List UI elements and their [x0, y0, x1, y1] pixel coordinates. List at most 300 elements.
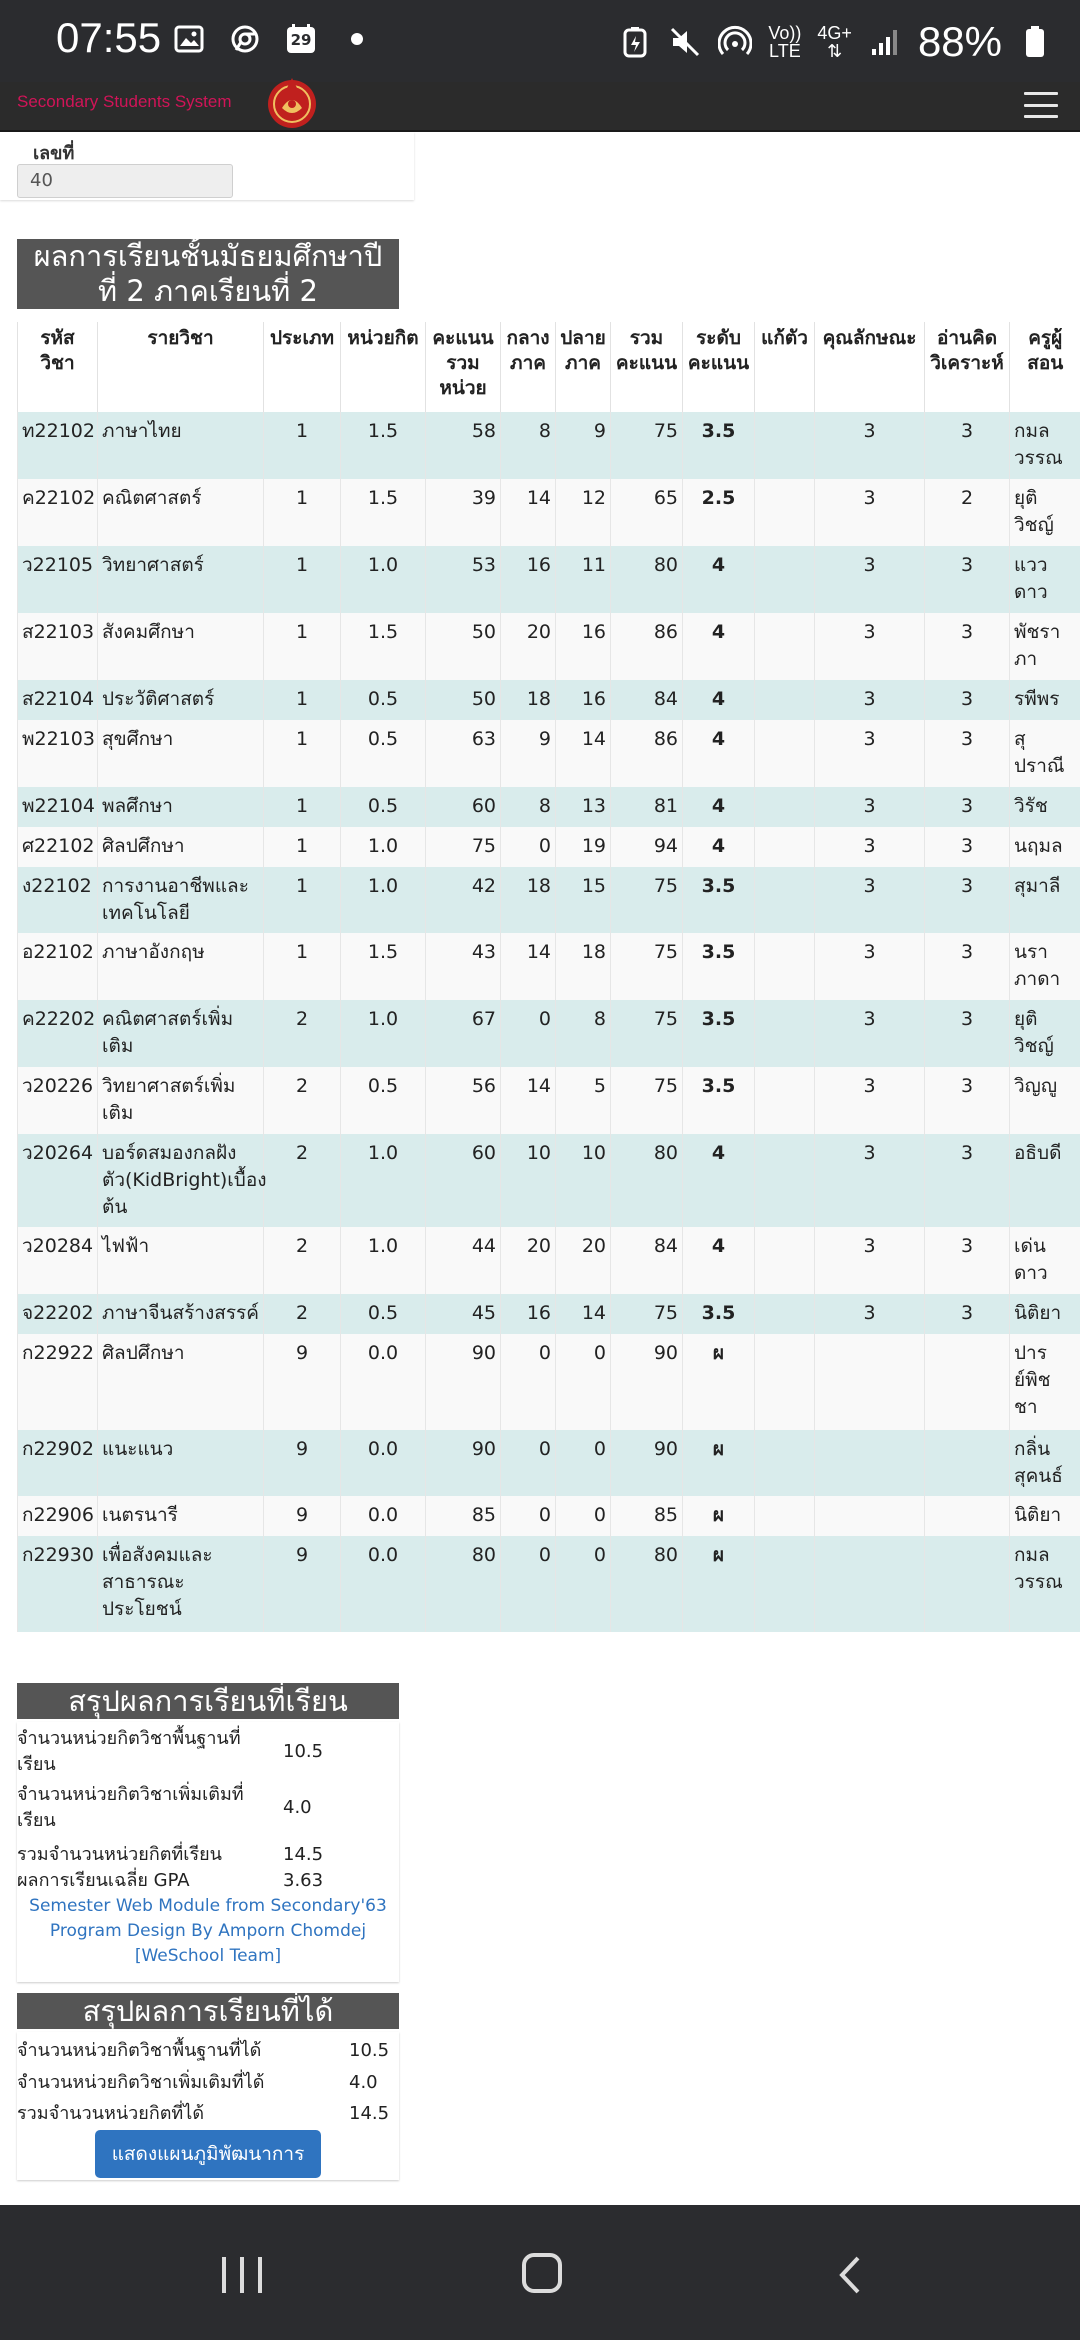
table-row	[18, 787, 1080, 827]
table-cell	[755, 867, 815, 933]
table-cell: 3.5	[683, 867, 755, 933]
table-cell: 86	[611, 720, 683, 787]
table-cell: วิทยาศาสตร์เพิ่ม เติม	[98, 1067, 264, 1134]
summary-value: 14.5	[349, 2103, 390, 2124]
clock: 07:55	[56, 14, 162, 61]
table-cell: ยุติ วิชญ์	[1010, 1000, 1080, 1067]
table-cell: 14	[501, 479, 556, 546]
summary-value: 3.63	[283, 1870, 324, 1891]
table-cell: 2	[264, 1227, 341, 1294]
table-cell: 90	[611, 1334, 683, 1430]
summary-label: ผลการเรียนเฉลี่ย GPA	[17, 1870, 190, 1891]
table-cell: 94	[611, 827, 683, 867]
table-cell: บอร์ดสมองกลฝัง ตัว(KidBright)เบื้อง ต้น	[98, 1134, 264, 1227]
table-cell: 1.0	[341, 1000, 426, 1067]
table-row	[18, 613, 1080, 680]
table-cell: 1.5	[341, 613, 426, 680]
table-cell: 20	[501, 1227, 556, 1294]
table-cell: 56	[426, 1067, 501, 1134]
student-number-field[interactable]: 40	[17, 164, 233, 198]
column-header: ประเภท	[264, 322, 341, 412]
table-cell: 90	[426, 1430, 501, 1496]
status-bar	[0, 0, 1080, 82]
table-cell: 58	[426, 412, 501, 479]
table-cell: ผ	[683, 1536, 755, 1632]
table-cell	[755, 613, 815, 680]
table-cell: 16	[556, 680, 611, 720]
table-cell: 42	[426, 867, 501, 933]
summary-label: จำนวนหน่วยกิตวิชาเพิ่มเติมที่เรียน	[17, 1784, 244, 1831]
table-cell: 65	[611, 479, 683, 546]
table-cell: วิญญู	[1010, 1067, 1080, 1134]
table-cell: 80	[611, 546, 683, 613]
table-cell	[755, 1134, 815, 1227]
table-cell: พ22103	[18, 720, 98, 787]
system-icons	[618, 18, 1052, 66]
table-cell: 2	[264, 1000, 341, 1067]
table-cell: 3	[815, 1000, 925, 1067]
table-cell: 3	[925, 867, 1010, 933]
table-cell: 3	[925, 1227, 1010, 1294]
summary-value: 4.0	[349, 2072, 378, 2093]
table-cell: สุขศึกษา	[98, 720, 264, 787]
table-cell: วิทยาศาสตร์	[98, 546, 264, 613]
table-cell: 3.5	[683, 412, 755, 479]
table-cell: อธิบดี	[1010, 1134, 1080, 1227]
table-cell: ท22102	[18, 412, 98, 479]
network-type: 4G+	[817, 23, 852, 43]
column-header: คะแนน รวม หน่วย	[426, 322, 501, 412]
column-header: คุณลักษณะ	[815, 322, 925, 412]
table-cell: 86	[611, 613, 683, 680]
table-cell: 3	[925, 933, 1010, 1000]
table-cell: ภาษาไทย	[98, 412, 264, 479]
table-row	[18, 1334, 1080, 1430]
summary-row-basic	[17, 1726, 399, 1778]
hamburger-icon[interactable]	[1024, 92, 1058, 118]
table-cell: 2	[264, 1067, 341, 1134]
table-cell: 3	[815, 867, 925, 933]
table-cell: 4	[683, 546, 755, 613]
column-header: อ่านคิด วิเคราะห์	[925, 322, 1010, 412]
table-cell: ผ	[683, 1334, 755, 1430]
system-nav-bar	[0, 2205, 1080, 2340]
table-cell: กมล วรรณ	[1010, 1536, 1080, 1632]
table-cell: สุมาลี	[1010, 867, 1080, 933]
table-cell: 0	[501, 1536, 556, 1632]
table-cell: 11	[556, 546, 611, 613]
table-cell	[755, 1496, 815, 1536]
table-cell: 2	[264, 1294, 341, 1334]
table-cell: 0	[556, 1430, 611, 1496]
table-cell: คณิตศาสตร์เพิ่ม เติม	[98, 1000, 264, 1067]
student-number-panel	[0, 132, 414, 200]
column-header: กลาง ภาค	[501, 322, 556, 412]
column-header: ครูผู้ สอน	[1010, 322, 1080, 412]
table-cell: ผ	[683, 1430, 755, 1496]
table-row	[18, 933, 1080, 1000]
table-cell: ว20264	[18, 1134, 98, 1227]
table-cell: 85	[611, 1496, 683, 1536]
table-cell: 3.5	[683, 1294, 755, 1334]
table-cell: 18	[556, 933, 611, 1000]
table-cell: 9	[501, 720, 556, 787]
table-cell: 20	[556, 1227, 611, 1294]
table-row	[18, 412, 1080, 479]
table-cell: 80	[611, 1134, 683, 1227]
table-cell: 75	[611, 1294, 683, 1334]
table-cell	[755, 479, 815, 546]
summary-earned-title: สรุปผลการเรียนที่ได้	[17, 1993, 399, 2029]
table-cell: การงานอาชีพและ เทคโนโลยี	[98, 867, 264, 933]
table-cell: 75	[611, 1067, 683, 1134]
table-cell: 85	[426, 1496, 501, 1536]
table-cell: 2	[264, 1134, 341, 1227]
table-cell: ภาษาอังกฤษ	[98, 933, 264, 1000]
calendar-icon	[284, 22, 318, 56]
table-cell: 1	[264, 787, 341, 827]
gallery-icon	[172, 22, 206, 56]
table-cell: 4	[683, 827, 755, 867]
table-row	[18, 827, 1080, 867]
summary-label: รวมจำนวนหน่วยกิตที่ได้	[17, 2103, 205, 2124]
table-row	[18, 1430, 1080, 1496]
table-cell: 3	[925, 412, 1010, 479]
table-cell: ประวัติศาสตร์	[98, 680, 264, 720]
table-cell: 4	[683, 787, 755, 827]
table-cell: พลศึกษา	[98, 787, 264, 827]
column-header: รายวิชา	[98, 322, 264, 412]
table-cell: 3	[925, 1134, 1010, 1227]
table-cell: 3	[815, 546, 925, 613]
table-cell: 3.5	[683, 933, 755, 1000]
table-cell: 1	[264, 720, 341, 787]
table-cell: 0.5	[341, 720, 426, 787]
table-cell: ไฟฟ้า	[98, 1227, 264, 1294]
table-cell: 67	[426, 1000, 501, 1067]
table-cell: 1	[264, 680, 341, 720]
table-cell: ง22102	[18, 867, 98, 933]
table-cell: 3	[815, 787, 925, 827]
summary-label: จำนวนหน่วยกิตวิชาพื้นฐานที่เรียน	[17, 1728, 241, 1775]
table-row	[18, 1227, 1080, 1294]
table-cell: 5	[556, 1067, 611, 1134]
table-cell: ส22104	[18, 680, 98, 720]
table-cell: 1.5	[341, 412, 426, 479]
table-cell: 8	[501, 787, 556, 827]
signal-icon	[868, 25, 902, 59]
table-cell: เนตรนารี	[98, 1496, 264, 1536]
back-icon[interactable]	[832, 2255, 868, 2291]
table-cell: 0	[501, 1334, 556, 1430]
table-cell: เพื่อสังคมและ สาธารณะ ประโยชน์	[98, 1536, 264, 1632]
table-cell: 3	[925, 1000, 1010, 1067]
summary-label: รวมจำนวนหน่วยกิตที่เรียน	[17, 1844, 222, 1865]
table-cell: 18	[501, 680, 556, 720]
table-cell: 3	[815, 479, 925, 546]
network-indicator	[817, 24, 852, 60]
table-cell: ก22906	[18, 1496, 98, 1536]
table-cell	[755, 412, 815, 479]
table-cell: 60	[426, 1134, 501, 1227]
table-cell	[755, 1430, 815, 1496]
table-cell: นิติยา	[1010, 1294, 1080, 1334]
credit-link[interactable]: Semester Web Module from Secondary'63 Program Design By Amporn Chomdej [WeSchool Team]	[29, 1896, 387, 1966]
table-cell: 3	[815, 720, 925, 787]
table-cell: 15	[556, 867, 611, 933]
column-header: รวม คะแนน	[611, 322, 683, 412]
table-cell: 84	[611, 680, 683, 720]
column-header: รหัส วิชา	[18, 322, 98, 412]
table-cell: 75	[611, 412, 683, 479]
chrome-icon	[228, 22, 262, 56]
hotspot-icon	[718, 25, 752, 59]
table-cell: นฤมล	[1010, 827, 1080, 867]
table-cell: 0.0	[341, 1536, 426, 1632]
show-development-chart-button[interactable]: แสดงแผนภูมิพัฒนาการ	[95, 2130, 321, 2178]
table-cell: เด่น ดาว	[1010, 1227, 1080, 1294]
summary-value: 14.5	[283, 1844, 324, 1865]
table-cell	[755, 1334, 815, 1430]
table-cell: 1.0	[341, 1227, 426, 1294]
table-cell: 4	[683, 720, 755, 787]
home-icon[interactable]	[522, 2253, 562, 2293]
table-cell: 3	[815, 1134, 925, 1227]
table-cell: 4	[683, 1227, 755, 1294]
table-cell: 1.0	[341, 546, 426, 613]
table-cell: 0	[556, 1496, 611, 1536]
table-cell: 3	[815, 933, 925, 1000]
table-cell	[755, 933, 815, 1000]
table-cell: จ22202	[18, 1294, 98, 1334]
table-cell: 80	[426, 1536, 501, 1632]
table-cell: 0.0	[341, 1430, 426, 1496]
table-cell: 3	[815, 412, 925, 479]
table-cell: 4	[683, 680, 755, 720]
table-cell: ว20284	[18, 1227, 98, 1294]
table-cell: 16	[501, 546, 556, 613]
table-cell: 9	[264, 1430, 341, 1496]
table-cell: ผ	[683, 1496, 755, 1536]
table-cell: 0.5	[341, 1294, 426, 1334]
table-cell: 0	[501, 1430, 556, 1496]
table-cell: 80	[611, 1536, 683, 1632]
table-cell: 14	[556, 1294, 611, 1334]
table-cell: พัชรา ภา	[1010, 613, 1080, 680]
table-cell: 45	[426, 1294, 501, 1334]
table-row	[18, 1496, 1080, 1536]
table-cell: ภาษาจีนสร้างสรรค์	[98, 1294, 264, 1334]
table-cell: 0.0	[341, 1334, 426, 1430]
volte-indicator	[768, 24, 801, 60]
table-cell: 0.0	[341, 1496, 426, 1536]
app-bar	[0, 82, 1080, 132]
table-cell: 9	[264, 1334, 341, 1430]
table-cell: แนะแนว	[98, 1430, 264, 1496]
table-cell: 1.0	[341, 867, 426, 933]
table-cell: 0.5	[341, 680, 426, 720]
table-cell: 1	[264, 827, 341, 867]
table-cell: 4	[683, 1134, 755, 1227]
table-cell	[755, 1227, 815, 1294]
table-cell: 0	[556, 1334, 611, 1430]
table-cell: 1	[264, 546, 341, 613]
table-cell: 3	[925, 1067, 1010, 1134]
table-cell: ปาร ย์พิช ชา	[1010, 1334, 1080, 1430]
table-cell: 2.5	[683, 479, 755, 546]
table-cell: 3	[925, 613, 1010, 680]
table-cell: ว20226	[18, 1067, 98, 1134]
table-cell: ศิลปศึกษา	[98, 827, 264, 867]
summary-label: จำนวนหน่วยกิตวิชาเพิ่มเติมที่ได้	[17, 2072, 265, 2093]
brand-title[interactable]: Secondary Students System	[17, 92, 232, 111]
table-cell: 1.0	[341, 1134, 426, 1227]
table-cell: 10	[556, 1134, 611, 1227]
column-header: แก้ตัว	[755, 322, 815, 412]
battery-icon	[1018, 25, 1052, 59]
column-header: ปลาย ภาค	[556, 322, 611, 412]
table-cell: 3	[925, 787, 1010, 827]
table-row	[18, 1134, 1080, 1227]
table-cell: 19	[556, 827, 611, 867]
table-cell: กลิ่น สุคนธ์	[1010, 1430, 1080, 1496]
table-cell: 0.5	[341, 787, 426, 827]
table-cell: 1	[264, 412, 341, 479]
table-cell: 1	[264, 933, 341, 1000]
table-row	[18, 1000, 1080, 1067]
volte-top: Vo))	[768, 23, 802, 43]
table-cell: ศิลปศึกษา	[98, 1334, 264, 1430]
column-header: หน่วยกิต	[341, 322, 426, 412]
table-cell: วิรัช	[1010, 787, 1080, 827]
table-cell: กมล วรรณ	[1010, 412, 1080, 479]
table-cell: 14	[556, 720, 611, 787]
grades-table	[17, 322, 1080, 1632]
table-cell: สังคมศึกษา	[98, 613, 264, 680]
table-row	[18, 720, 1080, 787]
volte-bottom: LTE	[769, 41, 801, 61]
table-cell: 8	[556, 1000, 611, 1067]
table-cell: 75	[611, 933, 683, 1000]
table-cell: 10	[501, 1134, 556, 1227]
table-cell: 0.5	[341, 1067, 426, 1134]
grades-header-row	[18, 322, 1080, 412]
table-cell: 20	[501, 613, 556, 680]
table-row	[18, 1294, 1080, 1334]
table-cell: 1	[264, 479, 341, 546]
grades-title	[17, 239, 399, 309]
table-cell: 39	[426, 479, 501, 546]
table-cell: 9	[556, 412, 611, 479]
table-cell: 0	[501, 1000, 556, 1067]
summary-studied-title: สรุปผลการเรียนที่เรียน	[17, 1683, 399, 1719]
table-cell: 13	[556, 787, 611, 827]
calendar-day: 29	[290, 31, 312, 49]
summary-studied-panel	[17, 1722, 399, 1982]
table-cell: ก22930	[18, 1536, 98, 1632]
table-cell: ก22922	[18, 1334, 98, 1430]
table-cell: 3	[925, 680, 1010, 720]
data-arrows-icon: ⇅	[827, 41, 843, 61]
summary-value: 10.5	[283, 1741, 324, 1762]
table-cell: 3	[815, 827, 925, 867]
table-cell: นรา ภาดา	[1010, 933, 1080, 1000]
table-cell: ยุติ วิชญ์	[1010, 479, 1080, 546]
table-cell: 3	[815, 1294, 925, 1334]
table-cell	[925, 1496, 1010, 1536]
table-cell	[755, 546, 815, 613]
table-cell: 50	[426, 680, 501, 720]
student-number-label: เลขที่	[33, 143, 75, 164]
table-cell	[815, 1430, 925, 1496]
table-cell: ศ22102	[18, 827, 98, 867]
table-cell: 3	[815, 680, 925, 720]
table-cell: 14	[501, 933, 556, 1000]
table-cell: 18	[501, 867, 556, 933]
table-cell: 4	[683, 613, 755, 680]
table-cell	[755, 1294, 815, 1334]
table-row	[18, 546, 1080, 613]
grades-title-line2: ที่ 2 ภาคเรียนที่ 2	[98, 274, 318, 308]
table-cell: 3	[815, 1227, 925, 1294]
table-cell: 0	[501, 827, 556, 867]
table-cell: แวว ดาว	[1010, 546, 1080, 613]
table-cell	[815, 1496, 925, 1536]
table-cell	[755, 1067, 815, 1134]
table-cell	[815, 1334, 925, 1430]
table-cell: 1	[264, 613, 341, 680]
mute-icon	[668, 25, 702, 59]
battery-saver-icon	[618, 25, 652, 59]
table-cell: 75	[611, 1000, 683, 1067]
table-cell: นิติยา	[1010, 1496, 1080, 1536]
table-cell: 3	[815, 613, 925, 680]
table-cell: 3.5	[683, 1000, 755, 1067]
table-cell: 63	[426, 720, 501, 787]
table-cell: สุ ปราณี	[1010, 720, 1080, 787]
table-cell: 90	[611, 1430, 683, 1496]
table-cell: 9	[264, 1496, 341, 1536]
table-cell: พ22104	[18, 787, 98, 827]
table-cell: 0	[501, 1496, 556, 1536]
table-cell: 53	[426, 546, 501, 613]
battery-percent: 88%	[917, 18, 1002, 65]
table-cell	[925, 1430, 1010, 1496]
table-cell: อ22102	[18, 933, 98, 1000]
summary-row-additional	[17, 1782, 399, 1834]
table-row	[18, 1536, 1080, 1632]
table-cell: 1	[264, 867, 341, 933]
table-row	[18, 680, 1080, 720]
table-cell: 3	[925, 1294, 1010, 1334]
table-cell: ค22202	[18, 1000, 98, 1067]
table-cell: 8	[501, 412, 556, 479]
table-cell: 75	[611, 867, 683, 933]
summary-value: 10.5	[349, 2040, 390, 2061]
table-cell: ก22902	[18, 1430, 98, 1496]
summary-value: 4.0	[283, 1797, 312, 1818]
table-cell: 50	[426, 613, 501, 680]
summary-label: จำนวนหน่วยกิตวิชาพื้นฐานที่ได้	[17, 2040, 262, 2061]
table-cell: 44	[426, 1227, 501, 1294]
summary-earned-panel	[17, 2032, 399, 2180]
school-logo-icon	[264, 74, 320, 130]
table-cell: คณิตศาสตร์	[98, 479, 264, 546]
table-row	[18, 867, 1080, 933]
table-cell: 16	[556, 613, 611, 680]
table-cell: 16	[501, 1294, 556, 1334]
recent-apps-icon[interactable]	[222, 2257, 262, 2293]
